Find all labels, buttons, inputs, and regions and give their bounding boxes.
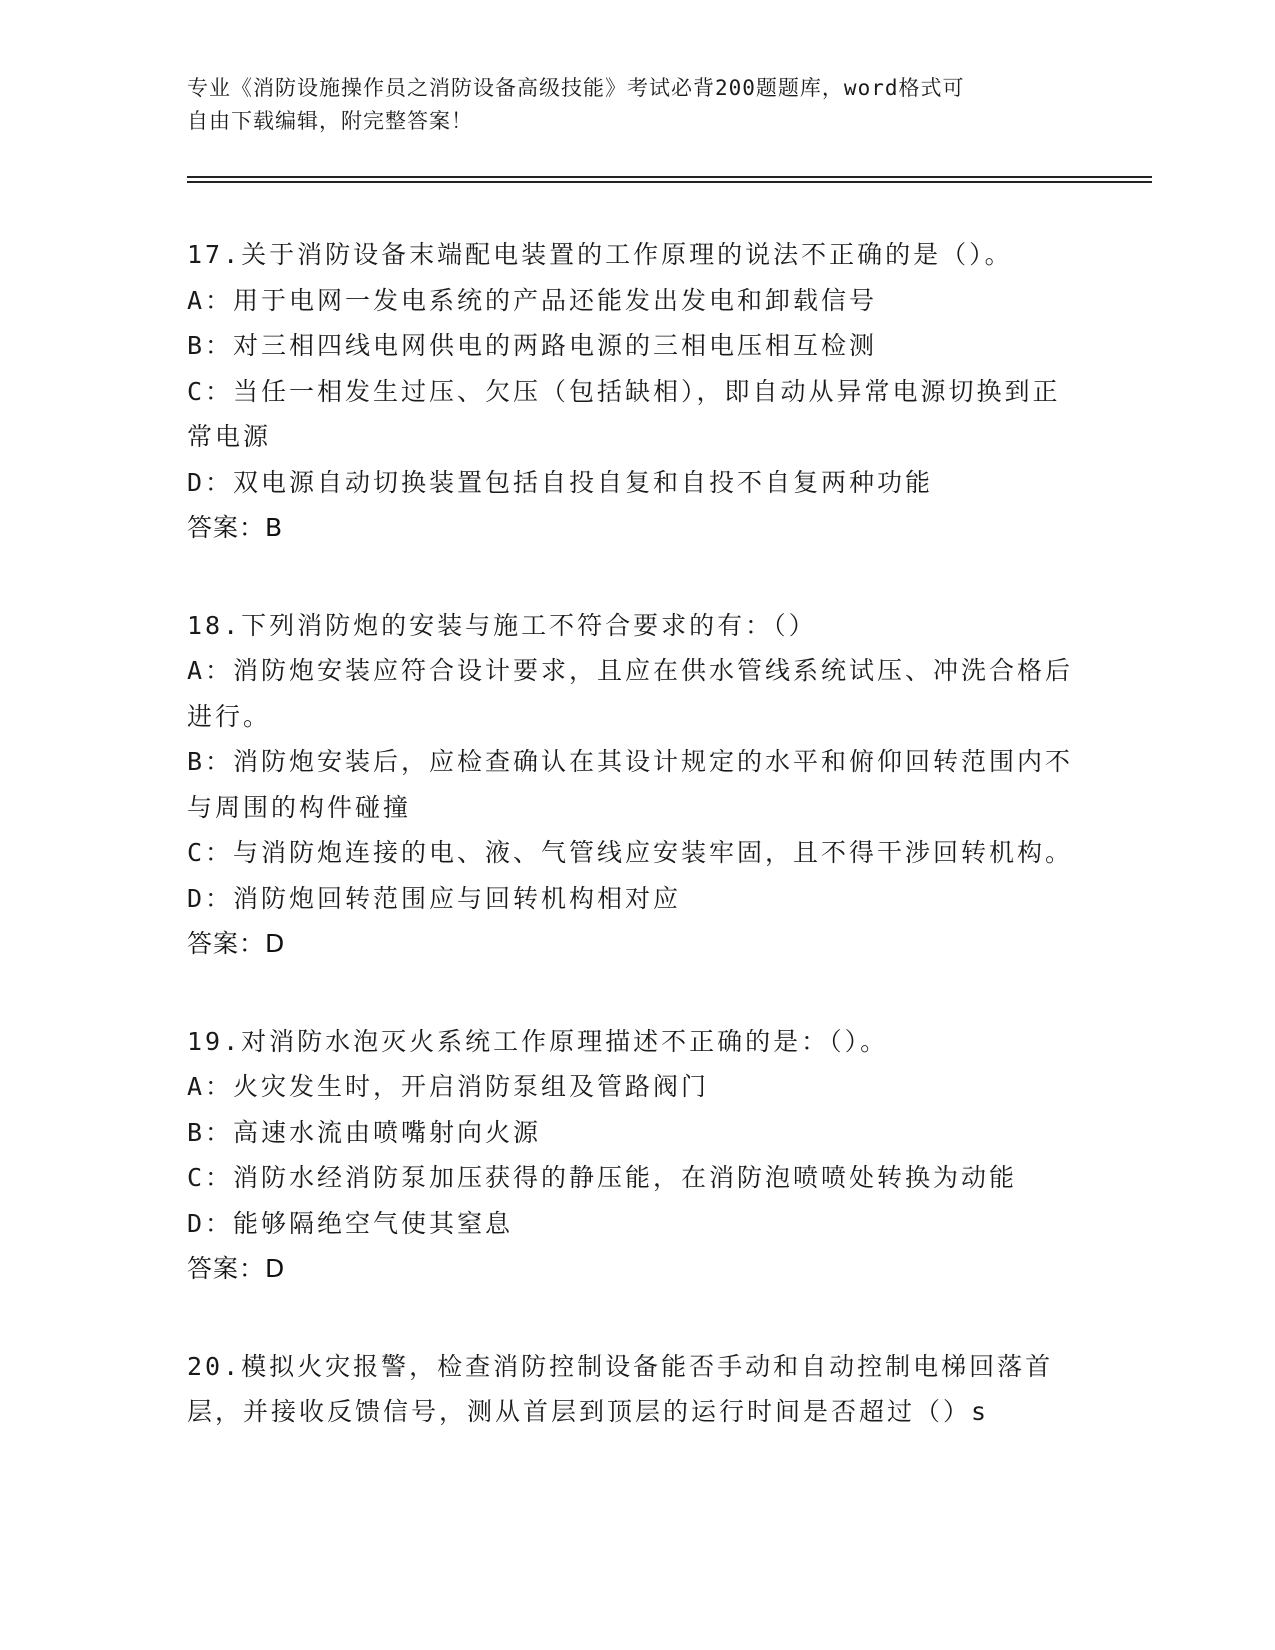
question-stem: 18.下列消防炮的安装与施工不符合要求的有：（） [187, 610, 817, 640]
question-stem: 20.模拟火灾报警，检查消防控制设备能否手动和自动控制电梯回落首层，并接收反馈信号，测从首层到顶层的运行时间是否超过（）s [187, 1351, 1054, 1426]
option-a: A：消防炮安装应符合设计要求，且应在供水管线系统试压、冲洗合格后进行。 [187, 656, 1074, 731]
question-17 [187, 232, 1087, 551]
question-19 [187, 1019, 1087, 1292]
header-divider-top [187, 176, 1152, 178]
option-c: C：消防水经消防泵加压获得的静压能，在消防泡喷喷处转换为动能 [187, 1163, 1018, 1192]
question-stem: 19.对消防水泡灭火系统工作原理描述不正确的是：（）。 [187, 1026, 889, 1056]
answer-line: 答案：B [187, 513, 284, 542]
question-list [187, 232, 1087, 1487]
option-c: C：与消防炮连接的电、液、气管线应安装牢固，且不得干涉回转机构。 [187, 838, 1074, 867]
header-divider-bottom [187, 181, 1152, 183]
option-b: B：对三相四线电网供电的两路电源的三相电压相互检测 [187, 331, 878, 360]
option-d: D：双电源自动切换装置包括自投自复和自投不自复两种功能 [187, 467, 934, 497]
question-18 [187, 603, 1087, 967]
question-20 [187, 1344, 1087, 1435]
answer-line: 答案：D [187, 1254, 286, 1283]
header-line-2: 自由下载编辑，附完整答案！ [187, 109, 473, 133]
option-b: B：高速水流由喷嘴射向火源 [187, 1117, 542, 1147]
option-c: C：当任一相发生过压、欠压（包括缺相），即自动从异常电源切换到正常电源 [187, 376, 1061, 451]
option-a: A：火灾发生时，开启消防泵组及管路阀门 [187, 1072, 710, 1101]
option-b: B：消防炮安装后，应检查确认在其设计规定的水平和俯仰回转范围内不与周围的构件碰撞 [187, 747, 1074, 822]
option-d: D：消防炮回转范围应与回转机构相对应 [187, 883, 682, 913]
option-a: A：用于电网一发电系统的产品还能发出发电和卸载信号 [187, 285, 878, 315]
question-stem: 17.关于消防设备末端配电装置的工作原理的说法不正确的是（）。 [187, 240, 1013, 269]
option-d: D：能够隔绝空气使其窒息 [187, 1208, 514, 1238]
header-line-1: 专业《消防设施操作员之消防设备高级技能》考试必背200题题库，word格式可 [187, 76, 965, 100]
answer-line: 答案：D [187, 929, 286, 958]
document-header [187, 72, 1087, 138]
